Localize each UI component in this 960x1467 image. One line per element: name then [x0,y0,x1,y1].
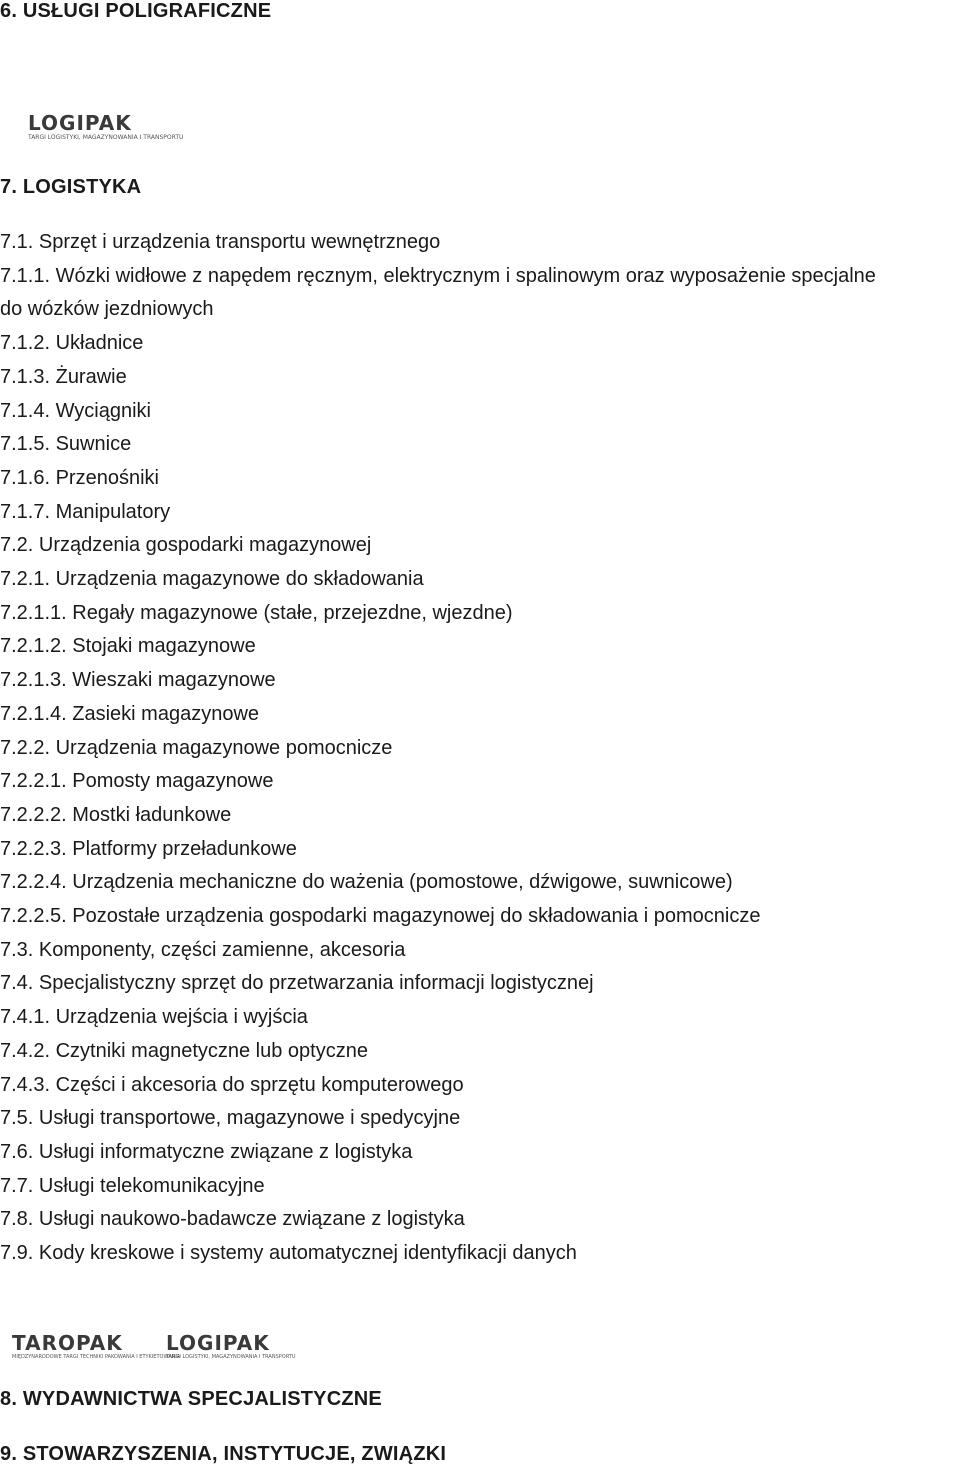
list-item: 7.1.1. Wózki widłowe z napędem ręcznym, elektrycznym i spalinowym oraz wyposażenie specjalne [0,264,876,287]
list-item: 7.1.2. Układnice [0,332,144,355]
list-item: 7.2.1. Urządzenia magazynowe do składowania [0,568,424,590]
logipak-logo [28,113,183,141]
list-item: 7.2.2. Urządzenia magazynowe pomocnicze [0,736,393,759]
section-heading-7: 7. LOGISTYKA [0,176,142,198]
list-item: 7.1.6. Przenośniki [0,466,159,489]
section-heading-6: 6. USŁUGI POLIGRAFICZNE [0,0,272,22]
section-heading-9: 9. STOWARZYSZENIA, INSTYTUCJE, ZWIĄZKI [0,1443,447,1465]
list-item: 7.4. Specjalistyczny sprzęt do przetwarzania informacji logistycznej [0,972,594,995]
list-item: 7.4.3. Części i akcesoria do sprzętu komputerowego [0,1073,464,1096]
section-heading-8: 8. WYDAWNICTWA SPECJALISTYCZNE [0,1388,382,1410]
logipak-logo-bottom [166,1333,296,1360]
list-item: 7.2.2.2. Mostki ładunkowe [0,803,232,826]
list-item: 7.3. Komponenty, części zamienne, akcesoria [0,938,406,961]
list-item: 7.1.7. Manipulatory [0,500,171,523]
list-item: 7.2.1.3. Wieszaki magazynowe [0,669,276,692]
list-item: 7.4.1. Urządzenia wejścia i wyjścia [0,1006,308,1029]
list-item: 7.2. Urządzenia gospodarki magazynowej [0,534,372,557]
list-item: 7.1.4. Wyciągniki [0,399,151,422]
list-item: 7.9. Kody kreskowe i systemy automatycznej identyfikacji danych [0,1242,577,1264]
list-item: 7.2.2.1. Pomosty magazynowe [0,770,274,793]
list-item: 7.1.5. Suwnice [0,433,132,456]
list-item: 7.7. Usługi telekomunikacyjne [0,1174,265,1197]
list-item: 7.1. Sprzęt i urządzenia transportu wewnętrznego [0,231,441,253]
list-item: 7.2.2.4. Urządzenia mechaniczne do ważenia (pomostowe, dźwigowe, suwnicowe) [0,871,733,894]
list-item: 7.2.1.2. Stojaki magazynowe [0,635,256,658]
list-item: 7.5. Usługi transportowe, magazynowe i spedycyjne [0,1107,461,1130]
logipak-bottom-wordmark: LOGIPAK [166,1331,270,1355]
taropak-logo-wordmark: TAROPAK [12,1331,123,1355]
list-item: 7.2.1.1. Regały magazynowe (stałe, przejezdne, wjezdne) [0,601,513,624]
taropak-logo-tagline: MIĘDZYNARODOWE TARGI TECHNIKI PAKOWANIA I ETYKIETOWANIA [12,1354,181,1360]
list-item: 7.4.2. Czytniki magnetyczne lub optyczne [0,1039,368,1062]
list-item: 7.2.1.4. Zasieki magazynowe [0,702,260,725]
list-item: 7.1.3. Żurawie [0,365,127,388]
logipak-logo-wordmark: LOGIPAK [28,111,132,135]
list-item: 7.2.2.5. Pozostałe urządzenia gospodarki magazynowej do składowania i pomocnicze [0,905,761,927]
list-item: do wózków jezdniowych [0,298,214,321]
logipak-bottom-tagline: TARGI LOGISTYKI, MAGAZYNOWANIA I TRANSPORTU [166,1354,296,1360]
list-item: 7.6. Usługi informatyczne związane z logistyka [0,1140,413,1163]
list-item: 7.2.2.3. Platformy przeładunkowe [0,837,297,860]
logipak-logo-tagline: TARGI LOGISTYKI, MAGAZYNOWANIA I TRANSPORTU [28,134,184,141]
taropak-logo [12,1333,180,1360]
list-item: 7.8. Usługi naukowo-badawcze związane z logistyka [0,1208,465,1231]
